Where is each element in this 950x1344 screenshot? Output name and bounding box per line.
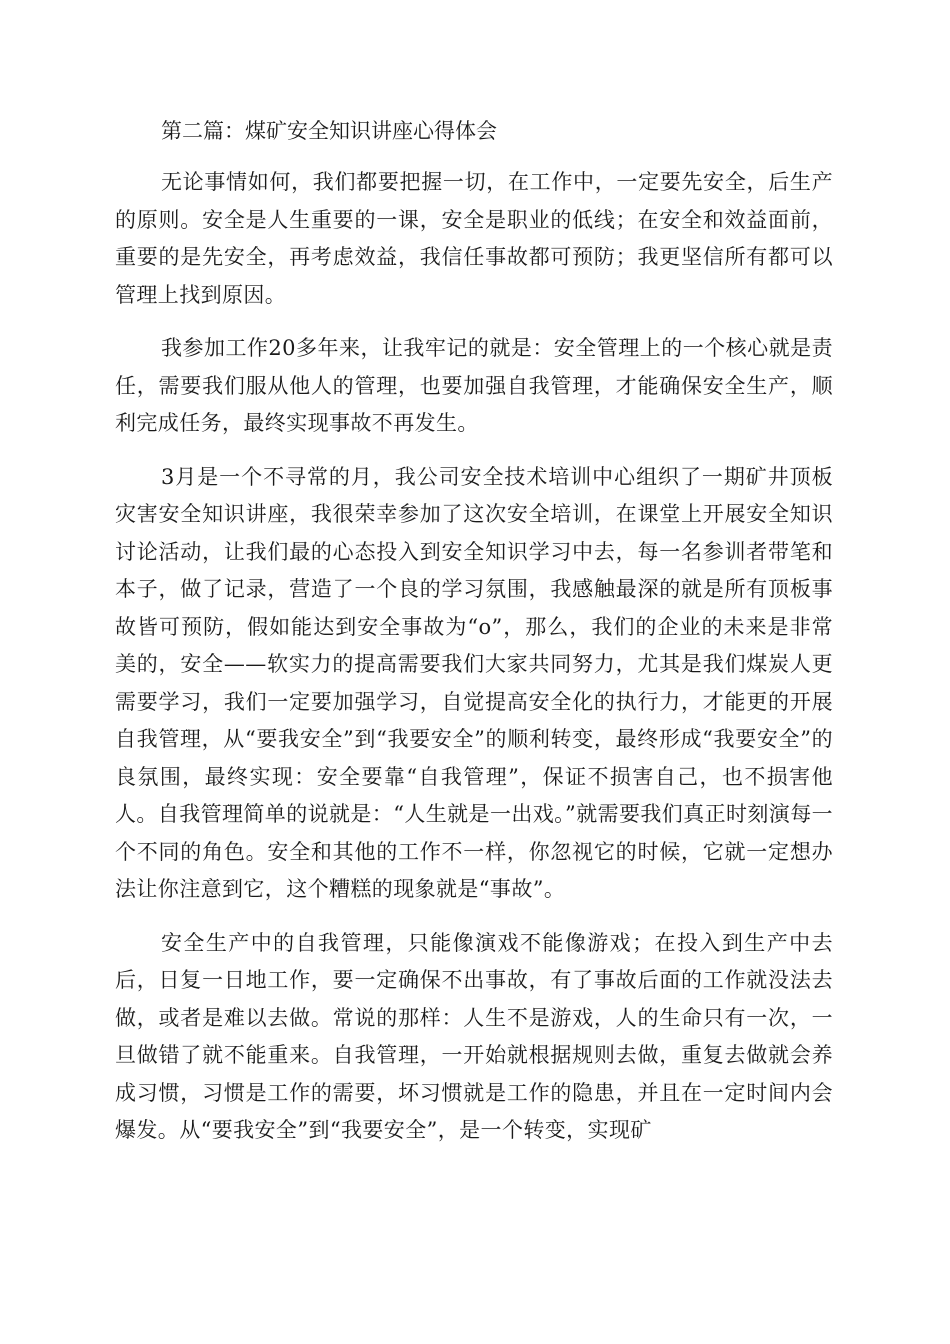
- document-title: 第二篇：煤矿安全知识讲座心得体会: [161, 119, 497, 143]
- paragraph-3: 3月是一个不寻常的月，我公司安全技术培训中心组织了一期矿井顶板灾害安全知识讲座，我很荣幸参加了这次安全培训，在课堂上开展安全知识讨论活动，让我们最的心态投入到安全知识学习中去，每一名参训者带笔和本子，做了记录，营造了一个良的学习氛围，我感触最深的就是所有顶板事故皆可预防，假如能达到安全事故为“o”，那么，我们的企业的未来是非常美的，安全——软实力的提高需要我们大家共同努力，尤其是我们煤炭人更需要学习，我们一定要加强学习，自觉提高安全化的执行力，才能更的开展自我管理，从“要我安全”到“我要安全”的顺利转变，最终形成“我要安全”的良氛围，最终实现：安全要靠“自我管理”，保证不损害自己，也不损害他人。自我管理简单的说就是：“人生就是一出戏。”就需要我们真正时刻演每一个不同的角色。安全和其他的工作不一样，你忽视它的时候，它就一定想办法让你注意到它，这个糟糕的现象就是“事故”。: [115, 464, 833, 901]
- paragraph-1: 无论事情如何，我们都要把握一切，在工作中，一定要先安全，后生产的原则。安全是人生重要的一课，安全是职业的低线；在安全和效益面前，重要的是先安全，再考虑效益，我信任事故都可预防；我更坚信所有都可以管理上找到原因。: [115, 170, 833, 307]
- document-page: [115, 112, 833, 1166]
- paragraph-2: 我参加工作20多年来，让我牢记的就是：安全管理上的一个核心就是责任，需要我们服从他人的管理，也要加强自我管理，才能确保安全生产，顺利完成任务，最终实现事故不再发生。: [115, 336, 833, 435]
- paragraph-4: 安全生产中的自我管理，只能像演戏不能像游戏；在投入到生产中去后，日复一日地工作，要一定确保不出事故，有了事故后面的工作就没法去做，或者是难以去做。常说的那样：人生不是游戏，人的生命只有一次，一旦做错了就不能重来。自我管理，一开始就根据规则去做，重复去做就会养成习惯，习惯是工作的需要，坏习惯就是工作的隐患，并且在一定时间内会爆发。从“要我安全”到“我要安全”，是一个转变，实现矿: [115, 930, 833, 1142]
